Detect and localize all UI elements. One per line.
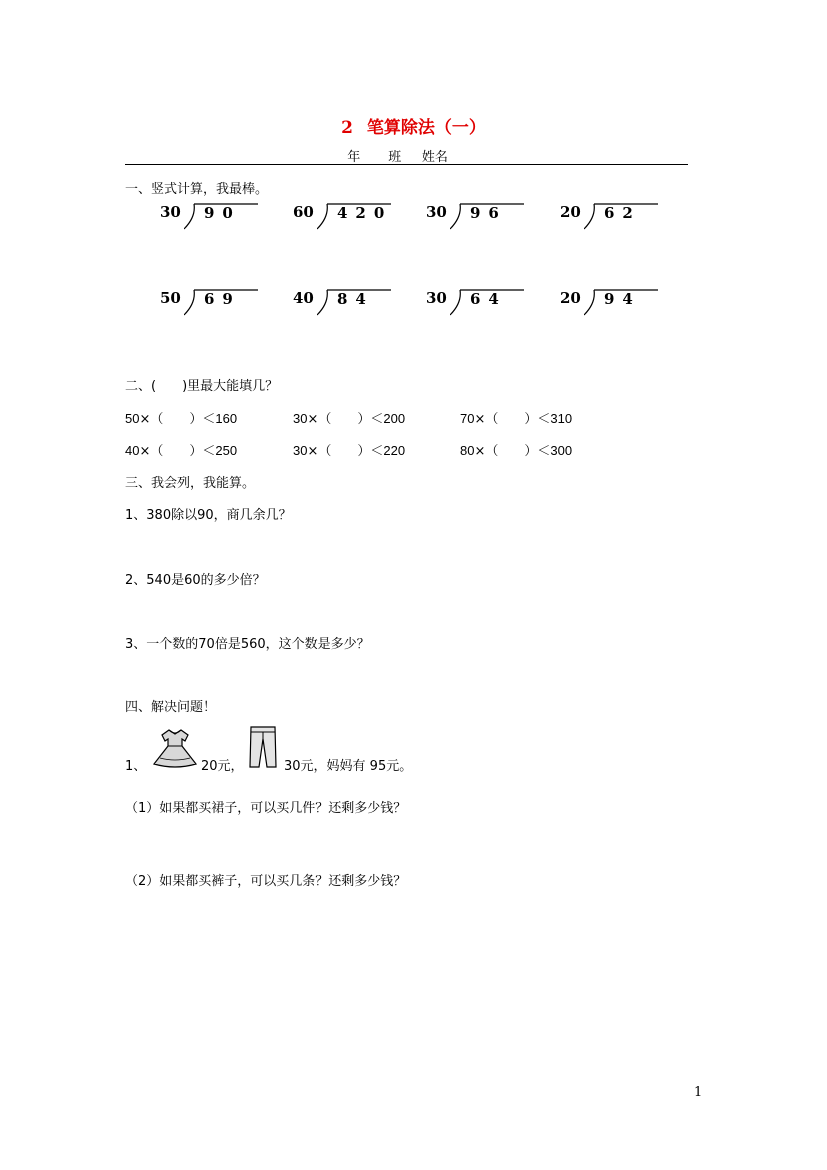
title-text: 笔算除法（一） bbox=[366, 118, 486, 138]
problem-1-prefix: 1、 bbox=[125, 759, 147, 774]
divisor: 30 bbox=[426, 289, 447, 307]
divisor: 40 bbox=[293, 289, 314, 307]
long-division bbox=[160, 203, 270, 233]
long-division bbox=[160, 289, 270, 319]
student-info-line bbox=[0, 146, 827, 165]
section1-heading: 一、竖式计算，我最棒。 bbox=[125, 182, 269, 197]
long-division bbox=[560, 203, 670, 233]
class-blank[interactable] bbox=[360, 151, 388, 165]
dividend: 96 bbox=[470, 204, 507, 222]
grade-blank[interactable] bbox=[315, 151, 343, 165]
class-label: 班 bbox=[388, 150, 402, 165]
dividend: 94 bbox=[604, 290, 641, 308]
fill-item: 70×（ ）＜310 bbox=[460, 411, 573, 427]
grade-label: 年 bbox=[347, 150, 361, 165]
fill-item: 80×（ ）＜300 bbox=[460, 443, 573, 459]
name-blank[interactable] bbox=[448, 151, 512, 165]
divisor: 30 bbox=[160, 203, 181, 221]
title-number: 2 bbox=[341, 118, 353, 138]
header-divider bbox=[125, 164, 688, 165]
fill-item: 30×（ ）＜220 bbox=[293, 443, 406, 459]
question-2: 2、540是60的多少倍？ bbox=[125, 573, 266, 588]
section2-heading: 二、( )里最大能填几？ bbox=[125, 379, 279, 394]
fill-item: 40×（ ）＜250 bbox=[125, 443, 238, 459]
page-number: 1 bbox=[694, 1085, 703, 1100]
fill-item: 50×（ ）＜160 bbox=[125, 411, 238, 427]
long-division bbox=[293, 289, 403, 319]
section3-heading: 三、我会列，我能算。 bbox=[125, 476, 256, 491]
fill-item: 30×（ ）＜200 bbox=[293, 411, 406, 427]
divisor: 20 bbox=[560, 203, 581, 221]
pants-icon bbox=[248, 725, 278, 769]
dress-icon bbox=[152, 728, 198, 770]
dividend: 90 bbox=[204, 204, 241, 222]
divisor: 50 bbox=[160, 289, 181, 307]
divisor: 60 bbox=[293, 203, 314, 221]
dress-price: 20元， bbox=[201, 759, 244, 774]
long-division bbox=[426, 289, 536, 319]
dividend: 69 bbox=[204, 290, 241, 308]
section4-heading: 四、解决问题！ bbox=[125, 700, 217, 715]
long-division bbox=[293, 203, 403, 233]
dividend: 420 bbox=[337, 204, 393, 222]
dividend: 84 bbox=[337, 290, 374, 308]
page-title bbox=[0, 113, 827, 138]
subquestion-2: （2）如果都买裤子，可以买几条？还剩多少钱？ bbox=[125, 874, 407, 889]
long-division bbox=[560, 289, 670, 319]
pants-price: 30元，妈妈有 95元。 bbox=[284, 759, 413, 774]
question-1: 1、380除以90，商几余几？ bbox=[125, 508, 292, 523]
dividend: 62 bbox=[604, 204, 641, 222]
question-3: 3、一个数的70倍是560，这个数是多少？ bbox=[125, 637, 370, 652]
name-label: 姓名 bbox=[421, 150, 448, 165]
divisor: 20 bbox=[560, 289, 581, 307]
dividend: 64 bbox=[470, 290, 507, 308]
long-division bbox=[426, 203, 536, 233]
divisor: 30 bbox=[426, 203, 447, 221]
subquestion-1: （1）如果都买裙子，可以买几件？还剩多少钱？ bbox=[125, 801, 407, 816]
